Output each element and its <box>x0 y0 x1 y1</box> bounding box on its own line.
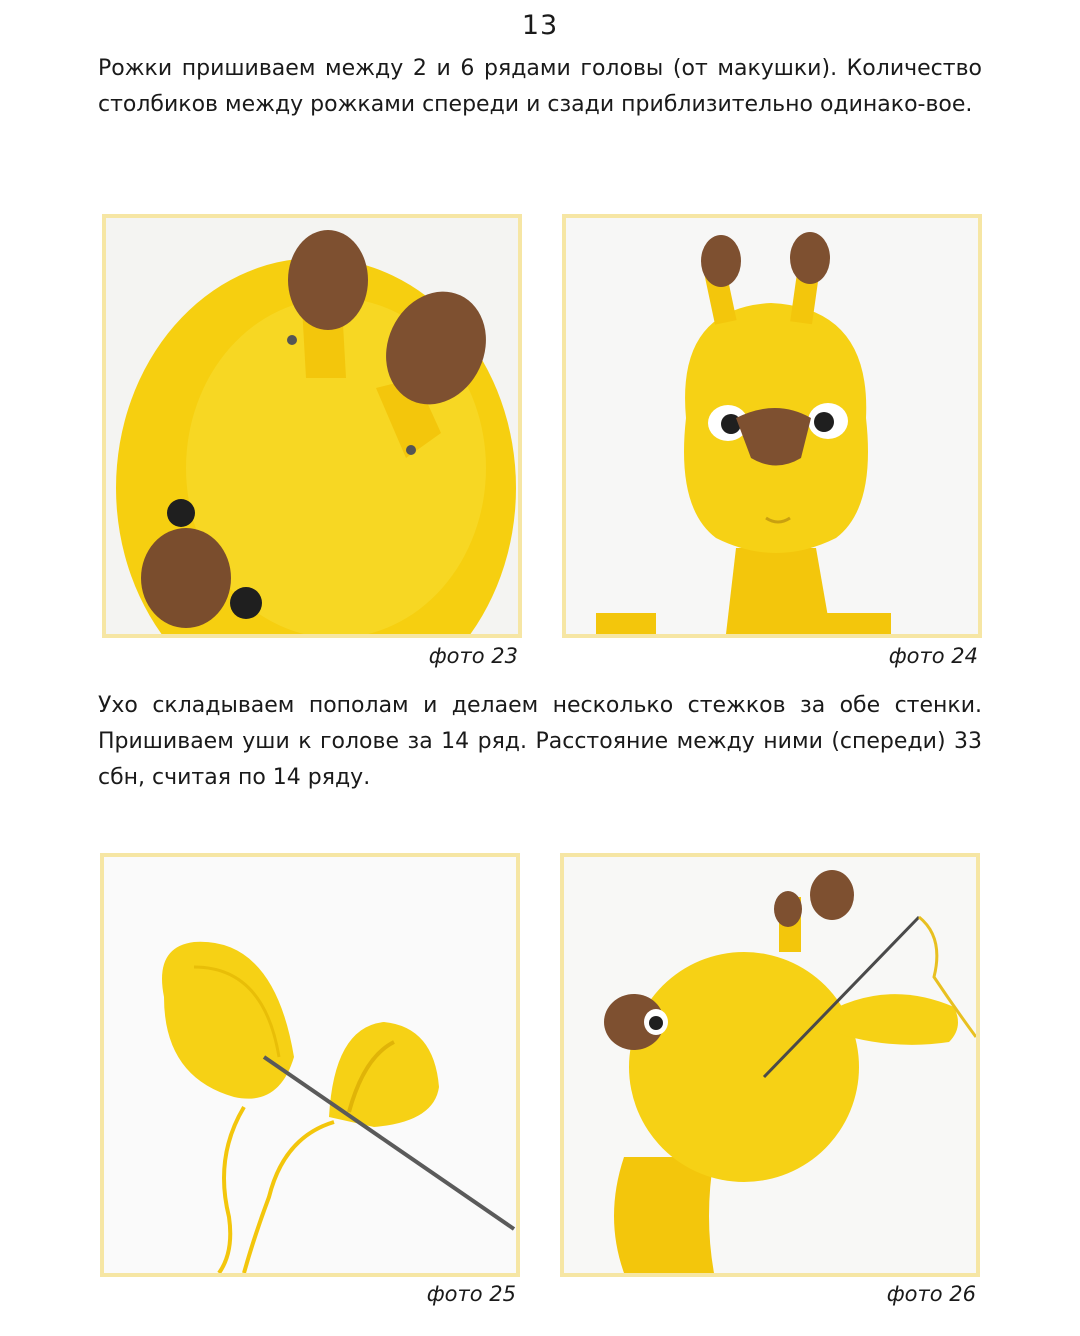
caption-photo-25: фото 25 <box>426 1282 516 1306</box>
photo-23 <box>102 214 522 638</box>
photo-23-image <box>106 218 518 634</box>
term-ear: Ухо <box>98 693 138 718</box>
term-horns: Рожки <box>98 56 173 81</box>
caption-photo-23: фото 23 <box>428 644 518 668</box>
page-number: 13 <box>521 10 559 41</box>
photo-26 <box>560 853 980 1277</box>
photo-26-image <box>564 857 976 1273</box>
caption-photo-24: фото 24 <box>888 644 978 668</box>
paragraph-ear <box>98 688 982 796</box>
photo-25-image <box>104 857 516 1273</box>
photo-25 <box>100 853 520 1277</box>
photo-24-image <box>566 218 978 634</box>
paragraph-horns <box>98 51 982 123</box>
photo-24 <box>562 214 982 638</box>
caption-photo-26: фото 26 <box>886 1282 976 1306</box>
paragraph-horns-text: пришиваем между 2 и 6 рядами головы (от макушки). Количество столбиков между рожками спереди и сзади приблизительно одинако-вое. <box>98 56 982 117</box>
paragraph-ear-text: складываем пополам и делаем несколько стежков за обе стенки. Пришиваем уши к голове за 14 ряд. Расстояние между ними (спереди) 33 сбн, считая по 14 ряду. <box>98 693 982 790</box>
